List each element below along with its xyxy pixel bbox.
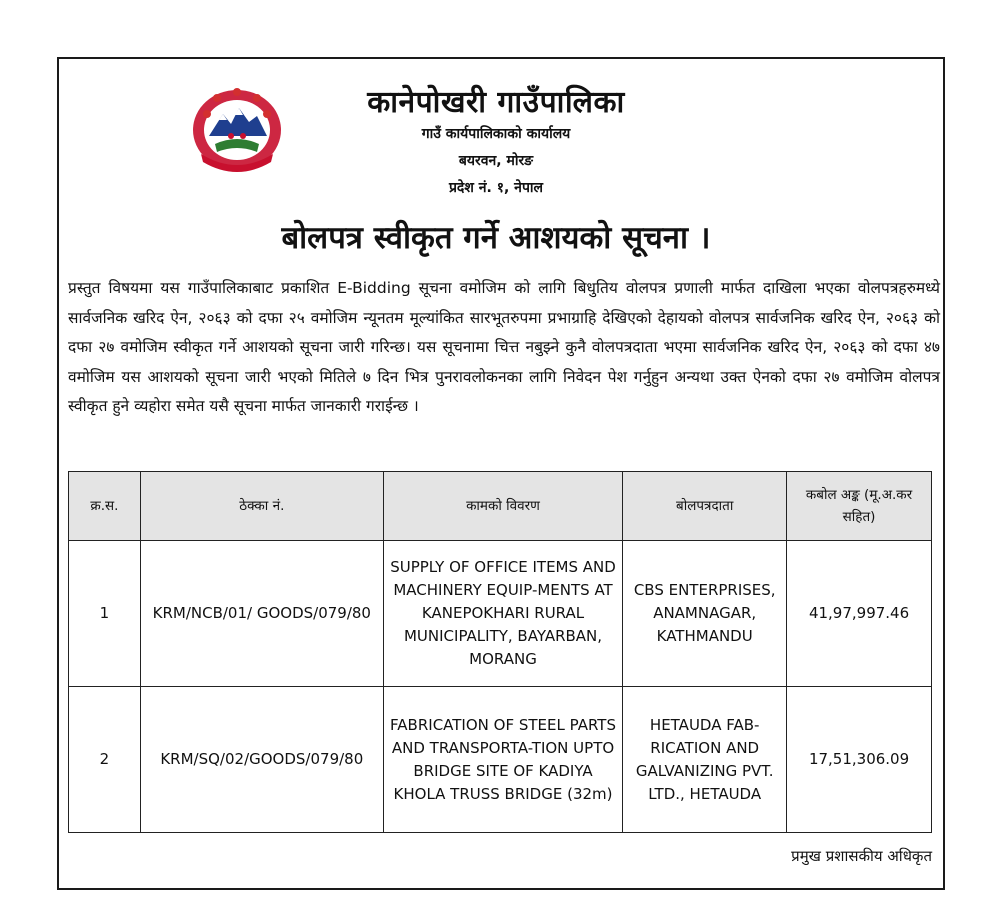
header-sn: क्र.स. xyxy=(69,472,141,541)
office-name: गाउँ कार्यपालिकाको कार्यालय xyxy=(421,126,571,142)
cell-amount: 41,97,997.46 xyxy=(787,541,932,687)
cell-description: SUPPLY OF OFFICE ITEMS AND MACHINERY EQUIP-MENTS AT KANEPOKHARI RURAL MUNICIPALITY, BAYARBAN, MORANG xyxy=(383,541,623,687)
cell-contract-no: KRM/NCB/01/ GOODS/079/80 xyxy=(140,541,383,687)
org-name: कानेपोखरी गाउँपालिका xyxy=(367,85,625,120)
signature-title: प्रमुख प्रशासकीय अधिकृत xyxy=(791,847,932,865)
cell-description: FABRICATION OF STEEL PARTS AND TRANSPORTA-TION UPTO BRIDGE SITE OF KADIYA KHOLA TRUSS BRIDGE (32m) xyxy=(383,687,623,833)
office-location: बयरवन, मोरङ xyxy=(458,153,534,169)
notice-title: बोलपत्र स्वीकृत गर्ने आशयको सूचना । xyxy=(281,220,711,256)
header-bidder: बोलपत्रदाता xyxy=(623,472,787,541)
cell-contract-no: KRM/SQ/02/GOODS/079/80 xyxy=(140,687,383,833)
notice-body: प्रस्तुत विषयमा यस गाउँपालिकाबाट प्रकाशित E-Bidding सूचना वमोजिम को लागि बिधुतिय वोलपत्र प्रणाली मार्फत दाखिला भएका वोलपत्रहरुमध्ये सार्वजनिक खरिद ऐन, २०६३ को दफा २५ वमोजिम न्यूनतम मूल्यांकित सारभूतरुपमा प्रभाग्राहि देखिएको देहायको वोलपत्र सार्वजनिक खरिद ऐन, २०६३ को दफा २७ वमोजिम स्वीकृत गर्ने आशयको सूचना जारी गरिन्छ। यस सूचनामा चित्त नबुझ्ने कुनै वोलपत्रदाता भएमा सार्वजनिक खरिद ऐन, २०६३ को दफा ४७ वमोजिम यस आशयको सूचना जारी भएको मितिले ७ दिन भित्र पुनरावलोकनका लागि निवेदन पेश गर्नुहुन अन्यथा उक्त ऐनको दफा २७ वमोजिम वोलपत्र स्वीकृत हुने व्यहोरा समेत यसै सूचना मार्फत जानकारी गराईन्छ । xyxy=(68,279,940,415)
header-amount: कबोल अङ्क (मू.अ.कर सहित) xyxy=(787,472,932,541)
header-description: कामको विवरण xyxy=(383,472,623,541)
cell-sn: 1 xyxy=(69,541,141,687)
table-row xyxy=(69,687,932,833)
header-contract-no: ठेक्का नं. xyxy=(140,472,383,541)
cell-bidder: HETAUDA FAB-RICATION AND GALVANIZING PVT. LTD., HETAUDA xyxy=(623,687,787,833)
cell-sn: 2 xyxy=(69,687,141,833)
cell-amount: 17,51,306.09 xyxy=(787,687,932,833)
table-header-row xyxy=(69,472,932,541)
cell-bidder: CBS ENTERPRISES, ANAMNAGAR, KATHMANDU xyxy=(623,541,787,687)
bid-table xyxy=(68,471,932,833)
table-row xyxy=(69,541,932,687)
province-line: प्रदेश नं. १, नेपाल xyxy=(448,180,544,196)
